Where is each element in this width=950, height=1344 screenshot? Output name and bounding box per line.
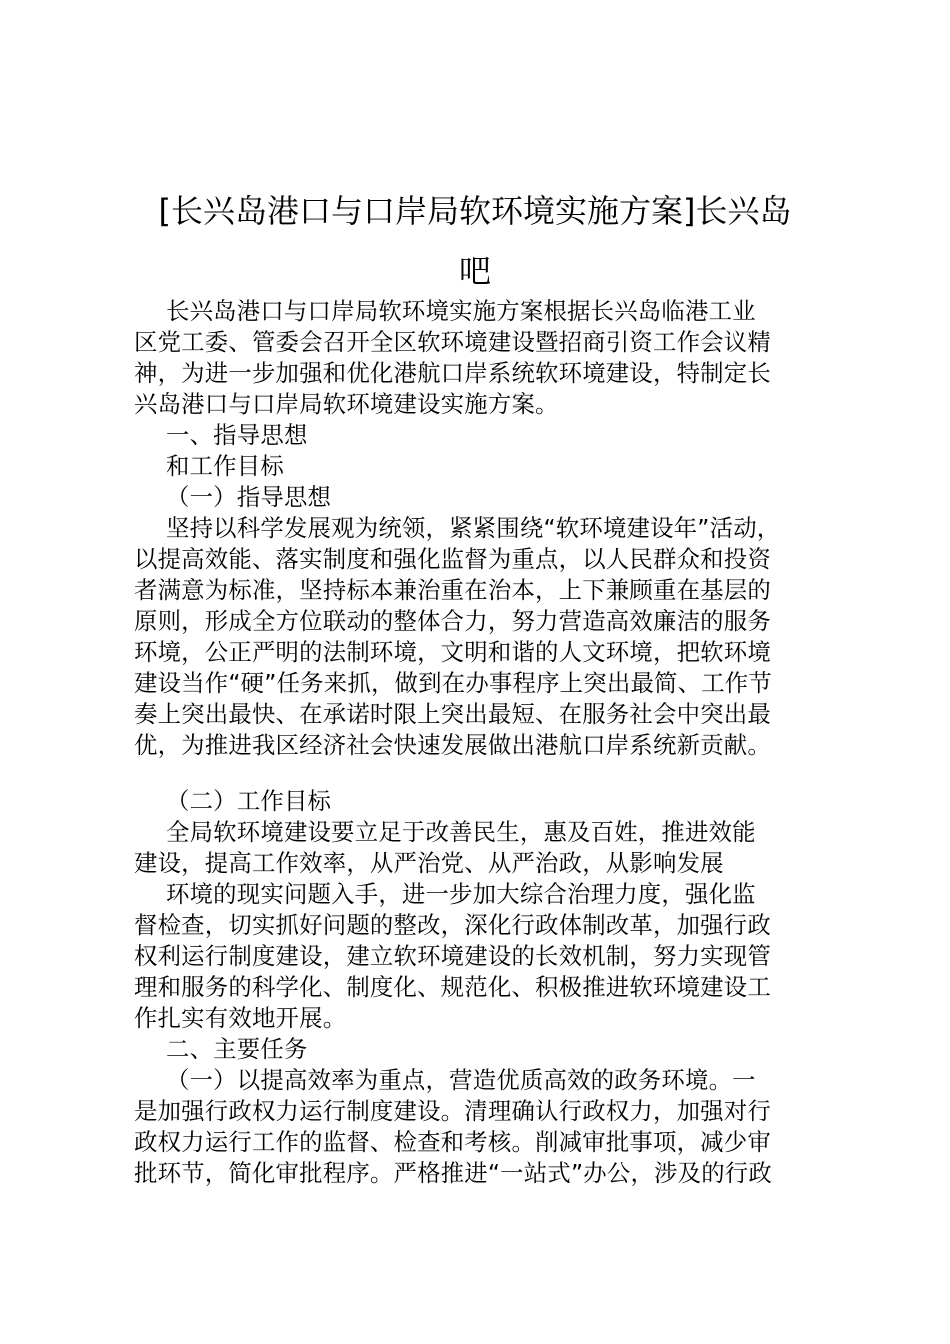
subsection-heading: （一）指导思想: [166, 483, 332, 511]
body-line: 环境的现实问题入手，进一步加大综合治理力度，强化监: [166, 880, 756, 908]
document-title-line-2: 吧: [458, 252, 491, 290]
body-line: （一）以提高效率为重点，营造优质高效的政务环境。一: [166, 1066, 756, 1094]
body-line: 作扎实有效地开展。: [134, 1004, 347, 1032]
body-line: 建设，提高工作效率，从严治党、从严治政，从影响发展: [134, 849, 724, 877]
body-line: 区党工委、管委会召开全区软环境建设暨招商引资工作会议精: [134, 328, 771, 356]
section-heading: 二、主要任务: [166, 1035, 308, 1063]
body-line: 全局软环境建设要立足于改善民生，惠及百姓，推进效能: [166, 818, 756, 846]
body-line: 者满意为标准，坚持标本兼治重在治本，上下兼顾重在基层的: [134, 576, 771, 604]
body-line: 神，为进一步加强和优化港航口岸系统软环境建设，特制定长: [134, 359, 771, 387]
body-line: 政权力运行工作的监督、检查和考核。削减审批事项，减少审: [134, 1128, 771, 1156]
body-line: 以提高效能、落实制度和强化监督为重点，以人民群众和投资: [134, 545, 771, 573]
body-line: 兴岛港口与口岸局软环境建设实施方案。: [134, 390, 559, 418]
body-line: 奏上突出最快、在承诺时限上突出最短、在服务社会中突出最: [134, 700, 771, 728]
section-heading: 和工作目标: [166, 452, 284, 480]
body-line: 理和服务的科学化、制度化、规范化、积极推进软环境建设工: [134, 973, 771, 1001]
document-title-line-1: [长兴岛港口与口岸局软环境实施方案]长兴岛: [158, 192, 792, 230]
body-line: 批环节，简化审批程序。严格推进“一站式”办公，涉及的行政: [134, 1159, 772, 1187]
body-line: 建设当作“硬”任务来抓，做到在办事程序上突出最简、工作节: [134, 669, 772, 697]
subsection-heading: （二）工作目标: [166, 787, 332, 815]
body-line: 优，为推进我区经济社会快速发展做出港航口岸系统新贡献。: [134, 731, 771, 759]
body-line: 环境，公正严明的法制环境，文明和谐的人文环境，把软环境: [134, 638, 771, 666]
body-line: 是加强行政权力运行制度建设。清理确认行政权力，加强对行: [134, 1097, 771, 1125]
body-line: 长兴岛港口与口岸局软环境实施方案根据长兴岛临港工业: [166, 297, 756, 325]
body-line: 督检查，切实抓好问题的整改，深化行政体制改革，加强行政: [134, 911, 771, 939]
body-line: 坚持以科学发展观为统领，紧紧围绕“软环境建设年”活动，: [166, 514, 781, 542]
body-line: 原则，形成全方位联动的整体合力，努力营造高效廉洁的服务: [134, 607, 771, 635]
section-heading: 一、指导思想: [166, 421, 308, 449]
body-line: 权利运行制度建设，建立软环境建设的长效机制，努力实现管: [134, 942, 771, 970]
